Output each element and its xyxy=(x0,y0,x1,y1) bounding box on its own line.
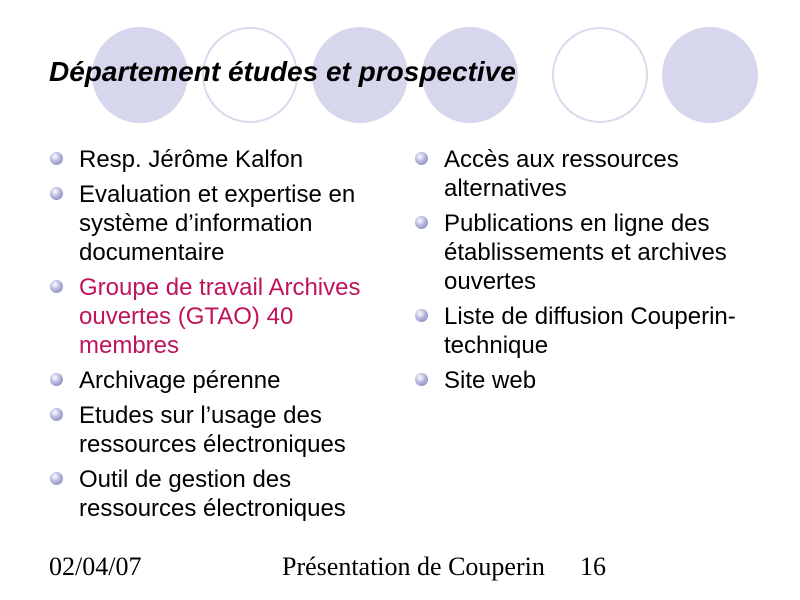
bullet-icon xyxy=(415,309,428,322)
bullet-item-highlighted xyxy=(48,273,398,360)
bullet-text: Archivage pérenne xyxy=(79,367,281,394)
decorative-circle xyxy=(662,27,758,123)
bullet-item xyxy=(413,302,783,360)
bullet-item xyxy=(48,465,398,523)
bullet-icon xyxy=(50,152,63,165)
left-bullet-list xyxy=(48,145,398,529)
bullet-text: Publications en ligne des établissements et archives ouvertes xyxy=(444,210,727,295)
bullet-item xyxy=(48,366,398,395)
bullet-icon xyxy=(50,408,63,421)
bullet-icon xyxy=(415,373,428,386)
bullet-icon xyxy=(50,373,63,386)
bullet-item xyxy=(413,209,783,296)
bullet-item xyxy=(413,145,783,203)
footer-date: 02/04/07 xyxy=(49,552,142,581)
decorative-circle-outline xyxy=(552,27,648,123)
bullet-text: Accès aux ressources alternatives xyxy=(444,146,679,202)
bullet-text: Evaluation et expertise en système d’information documentaire xyxy=(79,181,356,266)
bullet-text: Groupe de travail Archives ouvertes (GTAO) 40 membres xyxy=(79,274,361,359)
bullet-text: Liste de diffusion Couperin-technique xyxy=(444,303,736,359)
bullet-text: Etudes sur l’usage des ressources électroniques xyxy=(79,402,346,458)
bullet-icon xyxy=(50,187,63,200)
bullet-icon xyxy=(415,152,428,165)
bullet-item xyxy=(48,401,398,459)
footer-presentation-title: Présentation de Couperin xyxy=(282,552,545,581)
footer-page-number: 16 xyxy=(580,552,606,581)
bullet-text: Outil de gestion des ressources électroniques xyxy=(79,466,346,522)
bullet-icon xyxy=(415,216,428,229)
bullet-text: Resp. Jérôme Kalfon xyxy=(79,146,304,173)
bullet-icon xyxy=(50,472,63,485)
bullet-item xyxy=(48,145,398,174)
bullet-text: Site web xyxy=(444,367,537,394)
slide-title: Département études et prospective xyxy=(49,56,516,87)
bullet-item xyxy=(413,366,783,395)
right-bullet-list xyxy=(413,145,783,401)
bullet-icon xyxy=(50,280,63,293)
bullet-item xyxy=(48,180,398,267)
